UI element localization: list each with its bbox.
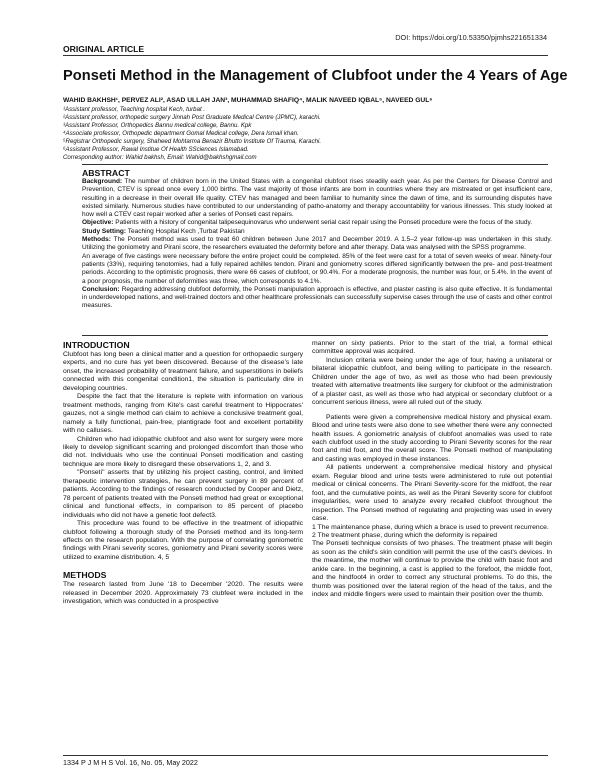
setting-text: Teaching Hospital Kech ,Turbat Pakistan [126,227,245,235]
left-column [63,340,303,607]
abstract-block [82,168,552,311]
conclusion-label: Conclusion: [82,285,120,293]
methods-heading: METHODS [63,570,107,581]
corresponding-author: Corresponding author: Wahid bakhsh, Email: Wahid@bakhshgmail.com [63,154,257,162]
page-footer: 1334 P J M H S Vol. 16, No. 05, May 2022 [63,758,198,767]
body-paragraph: Inclusion criteria were being under the age of four, having a unilateral or bilateral idiopathic clubfoot, and being willing to participate in the research. Children under the age of two, as well as those who had been previously treated with alternative treatments like surgery for clubfoot or the administration of a plaster cast, as well as those who had atypical or secondary clubfoot or a concurrent serious illness, were all ruled out of the study. [312,356,552,407]
objective-label: Objective: [82,219,114,227]
article-title: Ponseti Method in the Management of Clubfoot under the 4 Years of Age [63,68,568,84]
affiliation-line: ⁴Associate professor, Orthopedic department Gomal Medical college, Dera Ismail khan. [63,130,299,138]
body-paragraph: The Ponseti technique consists of two phases. The treatment phase will begin as soon as the child's skin condition will permit the use of the cast's devices. In the meantime, the mother will continue to provide the child with basic foot and ankle care. In the beginning, a cast is applied to the forefoot, the middle foot, and the hindfoot4 in order to correct any structural problems. To do this, the thumb was positioned over the lateral region of the head of the talus, and the index and middle fingers were used to maintain their position over the thumb. [312,540,552,599]
setting-label: Study Setting: [82,227,127,235]
abstract-results: An average of five castings were necessary before the entire project could be completed. 85% of the feet were cast for a total of seven weeks of wear. Ninety-four patients (33%), requiring tenotomies, had a fully repaired achilles tendon. Pirani and goniometry scores differed significantly between the pre- and post-treatment periods. According to the optimistic prognosis, there were 66 cases of clubfoot, or 90.4%. For a moderate prognosis, the number was four, or 5.4%. In the event of a poor prognosis, the number of deformities was three, which corresponds to 4.1%. [82,252,552,285]
intro-paragraph: Clubfoot has long been a clinical matter and a question for orthopaedic surgery experts, and no cure has yet been discovered. Because of the disease's late onset, the increased probability of treatment failure, and superstitions in beliefs connected with this congenital condition1, the situation is particularly dire in developing countries. [63,351,303,392]
affiliations [63,106,553,162]
abstract-bottom-rule [82,335,548,336]
affiliation-line: ⁶Assistant Professor, Rawal Institue Of Health SSciences Islamabad. [63,146,249,154]
abstract-setting [82,228,552,236]
abstract-conclusion [82,286,552,311]
body-paragraph: manner on sixty patients. Prior to the start of the trial, a formal ethical committee approval was acquired. [312,340,552,356]
footer-rule [63,755,548,756]
background-label: Background: [82,178,123,185]
conclusion-text: Regarding addressing clubfoot deformity, the Ponseti manipulation approach is effective, and plaster casting is also quite effective. It is fundamental in underdeveloped nations, and well-trained doctors and other healthcare professionals can successfully supervise cases through the use of casts and other control measures. [82,285,552,310]
intro-paragraph: Children who had idiopathic clubfoot and also went for surgery were more likely to develop significant scarring and prolonged discomfort than those who did not. Individuals who use the continual Ponseti modification and casting technique are more likely to disregard these observations 1, 2, and 3. [63,435,303,468]
abstract-methods [82,236,552,253]
affiliation-line: ²Assistant professor, orthopedic surgery Jinnah Post Graduate Medical Centre (JPMC), karachi. [63,114,321,122]
abstract-background [82,178,552,219]
affiliation-line: ³Assistant Professor, Orthopedics Bannu medical college, Bannu. Kpk [63,122,252,130]
background-text: The number of children born in the United States with a congenital clubfoot rises steadily each year. As per the Centers for Disease Control and Prevention, CTEV is spread once every 1,000 births. The vast majority of those infants are born in countries where they are mistreated or get insufficient care, resulting in a decrease in their overall life quality. CTEV has managed and been familiar to humanity since the dawn of time, and its surrounding disputes have existed similarly. Numerous studies have contributed to our understanding of patho-anatomy and therapy accountability for various illnesses. This study looked at how well a CTEV cast repair worked after a series of Ponseti cast repairs. [82,178,552,219]
intro-paragraph: "Ponseti" asserts that by utilizing his project casting, control, and limited therapeutic intervention strategies, he can prevent surgery in 89 percent of patients. According to the findings of research conducted by Cooper and Dietz, 78 percent of patients treated with the Ponseti method had great or exceptional clinical and functional effects, in comparison to 85 percent of placebo individuals who did not have a genetic foot defect3. [63,469,303,519]
objective-text: Patients with a history of congenital talipesequinovarus who underwent serial cast repair using the Ponseti procedure were the focus of the study. [113,219,533,227]
body-paragraph: Patients were given a comprehensive medical history and physical exam. Blood and urine tests were also done to see whether there were any connected health issues. A goniometric analysis of clubfoot anomalies was used to rate each clubfoot used in the study according to Pirani Severity scores for the rear foot and mid foot, and the overall score. The Ponseti method of manipulating and casting was employed in these instances. [312,413,552,463]
methods-label: Methods: [82,236,111,244]
introduction-heading: INTRODUCTION [63,340,130,350]
abstract-top-rule [82,164,548,165]
section-label: ORIGINAL ARTICLE [63,44,145,54]
intro-paragraph: Despite the fact that the literature is replete with information on various treatment methods, ranging from Kite's cast careful treatment to Hippocrates' gauzes, not a single method can claim to achieve a conclusive treatment goal, namely a fully functional, pain-free, plantigrade foot and excellent portability with no calluses. [63,393,303,435]
list-item: 1 The maintenance phase, during which a brace is used to prevent recurrence. [312,523,549,531]
header-rule [63,55,548,56]
right-column [312,340,552,600]
body-paragraph: All patients underwent a comprehensive medical history and physical exam. Regular blood and urine tests were administered to rule out potential medical or clinical concerns. The Pirani Severity-score for the midfoot, the rear foot, and the cumulative points, as well as the Pirani Severity score for clubfoot irregularities, were used to analyze every recalled clubfoot throughout the inspection. The Ponseti method of regulating and projecting was used in every case. [312,464,552,523]
abstract-objective [82,219,552,227]
author-list: WAHID BAKHSH¹, PERVEZ ALI², ASAD ULLAH JAN³, MUHAMMAD SHAFIQ⁴, MALIK NAVEED IQBAL⁵, NAVEED GUL⁶ [63,97,433,104]
affiliation-line: ¹Assistant professor, Teaching hospital Kech, turbat . [63,106,206,113]
list-item: 2 The treatment phase, during which the deformity is repaired [312,531,497,539]
affiliation-line: ⁵Registrar Orthopedic surgery, Shaheed Mohtarma Benazir Bhutto Institute Of Trauma, Karachi. [63,138,322,146]
methods-paragraph: The research lasted from June '18 to December '2020. The results were released in December 2020. Approximately 73 clubfeet were included in the investigation, which was conducted in a prospective [63,581,303,606]
doi-link[interactable]: DOI: https://doi.org/10.53350/pjmhs221651334 [395,33,547,42]
abstract-heading: ABSTRACT [82,168,130,178]
methods-text: The Ponseti method was used to treat 60 children between June 2017 and December 2019. A 1.5–2 year follow-up was undertaken in this study. Utilizing the goniometry and Pirani score, the researchers evaluated the deformity before and after therapy. Data was analysed with the SPSS programme. [82,236,552,252]
intro-paragraph: This procedure was found to be effective in the treatment of idiopathic clubfoot following a thorough study of the Ponseti method and its long-term effects on the research population. With the purpose of correlating goniometric findings with Pirani severity scores, goniometry and Pirani severity scores were utilized to examine distribution. 4, 5 [63,520,303,561]
